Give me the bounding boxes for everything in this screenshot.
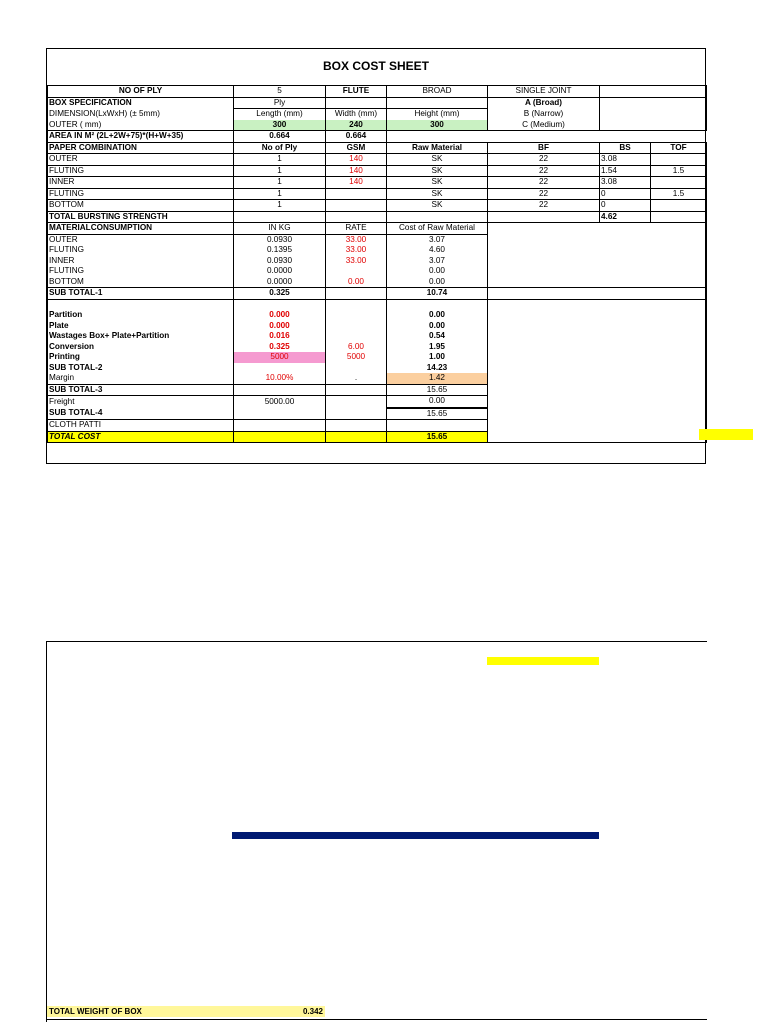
layer-name: FLUTING <box>48 266 234 277</box>
spec-row <box>48 97 707 109</box>
subtotal-1-cost: 10.74 <box>387 288 488 300</box>
tof-value: 1.5 <box>651 188 707 200</box>
raw-material: SK <box>387 188 488 200</box>
blank-cell <box>600 86 707 98</box>
freight-label: Freight <box>48 396 234 408</box>
wastage-kg[interactable]: 0.016 <box>234 331 326 342</box>
ply-count: 1 <box>234 188 326 200</box>
bursting-value: 4.62 <box>600 211 651 223</box>
raw-material: SK <box>387 200 488 212</box>
type-c: C (Medium) <box>488 120 600 131</box>
total-weight-label: TOTAL WEIGHT OF BOX <box>49 1007 142 1016</box>
yellow-highlight-bar <box>487 657 599 665</box>
length-label: Length (mm) <box>234 109 326 120</box>
margin-cost: 1.42 <box>387 373 488 384</box>
subtotal-1-row <box>48 288 707 300</box>
ply-label: NO OF PLY <box>48 86 234 98</box>
height-value[interactable]: 300 <box>387 120 488 131</box>
layer-name: FLUTING <box>48 188 234 200</box>
material-header-row <box>48 223 707 235</box>
total-cost-label: TOTAL COST <box>48 431 234 443</box>
dimension-label: DIMENSION(LxWxH) (± 5mm) <box>48 109 234 120</box>
bf-value: 22 <box>488 177 600 189</box>
bs-value: 3.08 <box>600 177 651 189</box>
freight-cost: 0.00 <box>387 396 488 408</box>
navy-bar <box>232 832 599 839</box>
spec-label: BOX SPECIFICATION <box>48 97 234 109</box>
kg-value: 0.0000 <box>234 277 326 288</box>
width-value[interactable]: 240 <box>326 120 387 131</box>
layer-name: OUTER <box>48 154 234 166</box>
kg-value: 0.1395 <box>234 245 326 256</box>
sheet-title: BOX COST SHEET <box>322 59 429 73</box>
cost-value: 3.07 <box>387 256 488 267</box>
cost-value: 0.00 <box>387 277 488 288</box>
total-cost-value: 15.65 <box>387 431 488 443</box>
partition-cost: 0.00 <box>387 310 488 321</box>
subtotal-3-label: SUB TOTAL-3 <box>48 384 234 396</box>
paper-header: No of Ply <box>234 142 326 154</box>
subtotal-2-label: SUB TOTAL-2 <box>48 363 234 374</box>
outer-label: OUTER ( mm) <box>48 120 234 131</box>
conversion-kg[interactable]: 0.325 <box>234 342 326 353</box>
flute-label: FLUTE <box>326 86 387 98</box>
ply-count: 1 <box>234 165 326 177</box>
gsm-value[interactable]: 140 <box>326 165 387 177</box>
printing-cost: 1.00 <box>387 352 488 363</box>
subtotal-3-value: 15.65 <box>387 384 488 396</box>
spacer-row <box>48 299 707 310</box>
paper-header: BS <box>600 142 651 154</box>
subtotal-4-label: SUB TOTAL-4 <box>48 408 234 420</box>
kg-value: 0.0930 <box>234 234 326 245</box>
cost-sheet <box>46 48 706 464</box>
bs-value: 0 <box>600 188 651 200</box>
plate-kg[interactable]: 0.000 <box>234 321 326 332</box>
bs-value: 1.54 <box>600 165 651 177</box>
layer-name: FLUTING <box>48 245 234 256</box>
wastage-cost: 0.54 <box>387 331 488 342</box>
bs-value: 3.08 <box>600 154 651 166</box>
paper-header: GSM <box>326 142 387 154</box>
area-label: AREA IN M² (2L+2W+75)*(H+W+35) <box>48 131 234 143</box>
bf-value: 22 <box>488 188 600 200</box>
subtotal-4-value: 15.65 <box>387 408 488 420</box>
ply-count: 5 <box>234 86 326 98</box>
gsm-value[interactable] <box>326 200 387 212</box>
length-value[interactable]: 300 <box>234 120 326 131</box>
total-weight-value: 0.342 <box>302 1007 323 1016</box>
material-header: RATE <box>326 223 387 235</box>
margin-pct[interactable]: 10.00% <box>234 373 326 384</box>
type-a: A (Broad) <box>488 97 600 109</box>
width-label: Width (mm) <box>326 109 387 120</box>
conversion-rate[interactable]: 6.00 <box>326 342 387 353</box>
ply-count: 1 <box>234 154 326 166</box>
height-label: Height (mm) <box>387 109 488 120</box>
conversion-cost: 1.95 <box>387 342 488 353</box>
layer-name: FLUTING <box>48 165 234 177</box>
partition-label: Partition <box>48 310 234 321</box>
layer-name: BOTTOM <box>48 200 234 212</box>
rate-value[interactable] <box>326 266 387 277</box>
layer-name: BOTTOM <box>48 277 234 288</box>
bs-value: 0 <box>600 200 651 212</box>
material-header: Cost of Raw Material <box>387 223 488 235</box>
ply-count: 1 <box>234 177 326 189</box>
printing-rate[interactable]: 5000 <box>326 352 387 363</box>
paper-header: TOF <box>651 142 707 154</box>
cost-value: 3.07 <box>387 234 488 245</box>
gsm-value[interactable]: 140 <box>326 154 387 166</box>
subtotal-1-kg: 0.325 <box>234 288 326 300</box>
conversion-label: Conversion <box>48 342 234 353</box>
layer-name: INNER <box>48 256 234 267</box>
tof-value <box>651 177 707 189</box>
subtotal-2-value: 14.23 <box>387 363 488 374</box>
paper-header-row <box>48 142 707 154</box>
kg-value: 0.0930 <box>234 256 326 267</box>
bottom-border <box>47 1019 707 1020</box>
margin-dot: . <box>326 373 387 384</box>
margin-label: Margin <box>48 373 234 384</box>
bursting-strength-row <box>48 211 707 223</box>
bursting-label: TOTAL BURSTING STRENGTH <box>48 211 234 223</box>
second-sheet <box>46 641 707 1022</box>
layer-name: INNER <box>48 177 234 189</box>
type-b: B (Narrow) <box>488 109 600 120</box>
gsm-value[interactable]: 140 <box>326 177 387 189</box>
raw-material: SK <box>387 177 488 189</box>
area-value-1: 0.664 <box>234 131 326 143</box>
plate-cost: 0.00 <box>387 321 488 332</box>
area-row <box>48 131 707 143</box>
paper-row <box>48 177 707 189</box>
ply-row <box>48 86 707 98</box>
flute-value: BROAD <box>387 86 488 98</box>
total-weight-row <box>47 1006 325 1017</box>
raw-material: SK <box>387 165 488 177</box>
paper-header: Raw Material <box>387 142 488 154</box>
paper-row <box>48 188 707 200</box>
tof-value: 1.5 <box>651 165 707 177</box>
gsm-value[interactable] <box>326 188 387 200</box>
cloth-patti-label: CLOTH PATTI <box>48 420 234 432</box>
paper-row <box>48 165 707 177</box>
cost-table <box>47 85 707 443</box>
bf-value: 22 <box>488 154 600 166</box>
area-value-2: 0.664 <box>326 131 387 143</box>
tof-value <box>651 200 707 212</box>
material-header: IN KG <box>234 223 326 235</box>
partition-kg[interactable]: 0.000 <box>234 310 326 321</box>
rate-value[interactable]: 33.00 <box>326 256 387 267</box>
cost-value: 4.60 <box>387 245 488 256</box>
material-header: MATERIALCONSUMPTION <box>48 223 234 235</box>
printing-label: Printing <box>48 352 234 363</box>
printing-kg[interactable]: 5000 <box>234 352 326 363</box>
bf-value: 22 <box>488 200 600 212</box>
paper-row <box>48 154 707 166</box>
rate-value[interactable]: 33.00 <box>326 234 387 245</box>
cost-value: 0.00 <box>387 266 488 277</box>
ply-unit: Ply <box>234 97 326 109</box>
paper-row <box>48 200 707 212</box>
wastage-label: Wastages Box+ Plate+Partition <box>48 331 234 342</box>
raw-material: SK <box>387 154 488 166</box>
joint-type: SINGLE JOINT <box>488 86 600 98</box>
ply-count: 1 <box>234 200 326 212</box>
kg-value: 0.0000 <box>234 266 326 277</box>
paper-header: PAPER COMBINATION <box>48 142 234 154</box>
freight-amount[interactable]: 5000.00 <box>234 396 326 408</box>
rate-value[interactable]: 33.00 <box>326 245 387 256</box>
layer-name: OUTER <box>48 234 234 245</box>
tof-value <box>651 154 707 166</box>
rate-value[interactable]: 0.00 <box>326 277 387 288</box>
bf-value: 22 <box>488 165 600 177</box>
highlight-bar <box>699 429 753 440</box>
paper-header: BF <box>488 142 600 154</box>
plate-label: Plate <box>48 321 234 332</box>
subtotal-1-label: SUB TOTAL-1 <box>48 288 234 300</box>
